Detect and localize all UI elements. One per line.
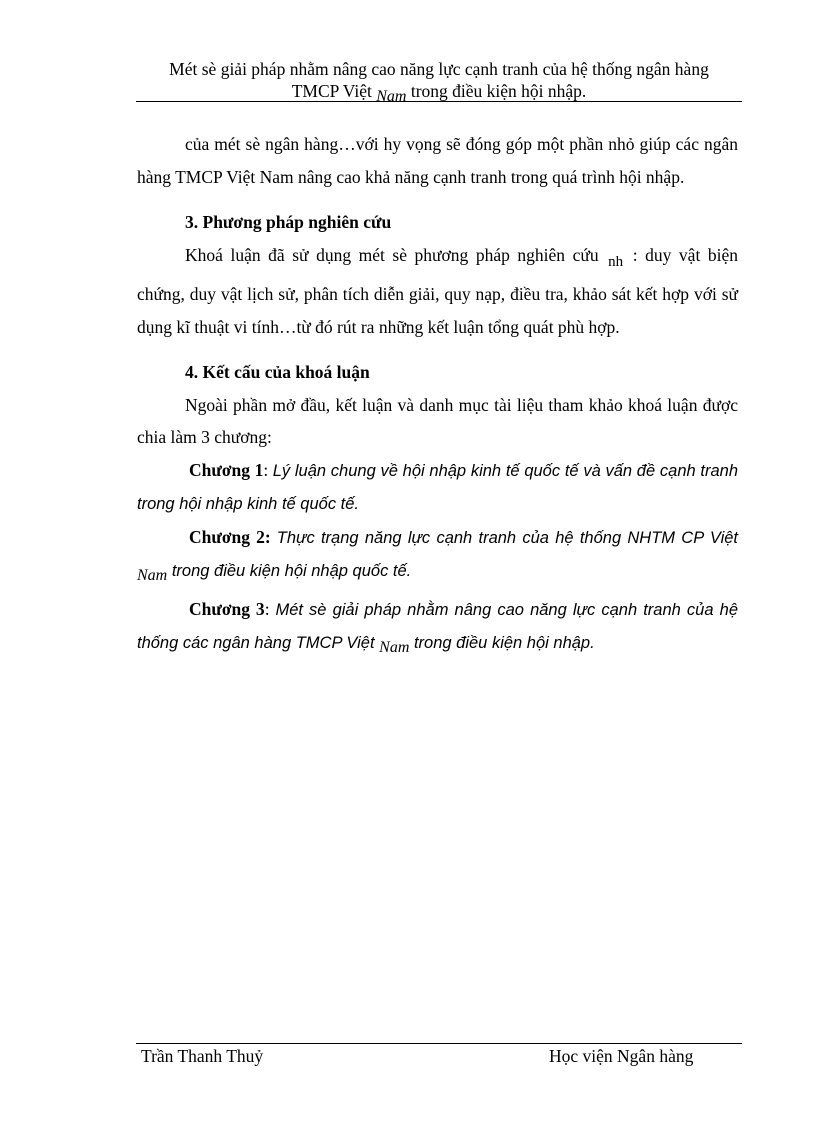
footer-divider [136, 1043, 742, 1044]
page-body [137, 128, 738, 665]
header-line-2-suffix: trong điều kiện hội nhập. [406, 81, 587, 101]
chapter-2-title-nam: Nam [137, 567, 168, 584]
section-4-heading: 4. Kết cấu của khoá luận [185, 362, 370, 382]
section-3-paragraph [137, 239, 738, 344]
chapter-1-label: Chương 1 [189, 459, 264, 480]
section-3-text-before: Khoá luận đã sử dụng mét sè phương pháp nghiên cứu [185, 244, 607, 265]
chapter-3-item [137, 593, 738, 665]
chapter-1-sep: : [263, 459, 273, 480]
chapter-1-item [137, 454, 738, 521]
chapter-3-label: Chương 3 [189, 598, 265, 619]
chapter-2-label: Chương 2: [189, 526, 271, 547]
chapter-3-title-before: Mét sè giải pháp nhằm nâng cao năng lực cạnh tranh của hệ thống các ngân hàng TMCP Việt [137, 600, 738, 652]
header-line-2 [136, 80, 742, 108]
header-line-2-prefix: TMCP Việt [291, 81, 377, 101]
footer-author: Trần Thanh Thuỷ [141, 1046, 264, 1066]
chapter-2-item [137, 521, 738, 593]
header-line-1: Mét sè giải pháp nhằm nâng cao năng lực cạnh tranh của hệ thống ngân hàng [169, 59, 709, 79]
chapter-3-sep: : [264, 598, 276, 619]
section-4-paragraph: Ngoài phần mở đầu, kết luận và danh mục tài liệu tham khảo khoá luận được chia làm 3 chương: [137, 394, 738, 447]
chapter-3-title-nam: Nam [379, 639, 410, 656]
chapter-1-title: Lý luận chung về hội nhập kinh tế quốc tế và vấn đề cạnh tranh trong hội nhập kinh tế quốc tế. [137, 461, 739, 513]
intro-paragraph: của mét sè ngân hàng…với hy vọng sẽ đóng góp một phần nhỏ giúp các ngân hàng TMCP Việt Nam nâng cao khả năng cạnh tranh trong quá trình hội nhập. [137, 134, 738, 187]
chapter-3-title-after: trong điều kiện hội nhập. [409, 634, 595, 652]
chapter-2-title-after: trong điều kiện hội nhập quốc tế. [167, 562, 412, 580]
section-3-text-after: : duy vật biện chứng, duy vật lịch sử, phân tích diễn giải, quy nạp, điều tra, khảo sát kết hợp với sử dụng kĩ thuật vi tính…từ đó rút ra những kết luận tổng quát phù hợp. [137, 244, 738, 337]
footer-institution: Học viện Ngân hàng [549, 1046, 694, 1066]
header-divider [136, 101, 742, 102]
section-3-heading: 3. Phương pháp nghiên cứu [185, 212, 392, 232]
header-line-2-nam: Nam [376, 88, 407, 105]
chapter-2-title-before: Thực trạng năng lực cạnh tranh của hệ thống NHTM CP Việt [276, 528, 739, 547]
section-3-text-sub: nh [608, 253, 624, 270]
